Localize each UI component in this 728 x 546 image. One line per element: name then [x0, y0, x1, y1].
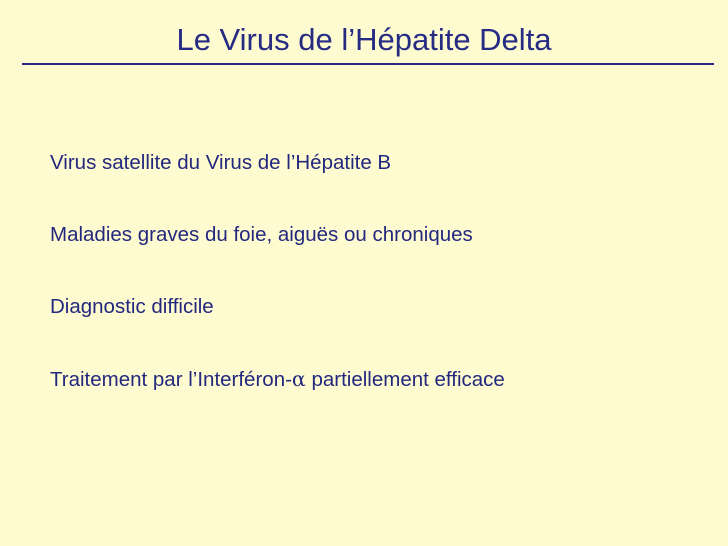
bullet-item: Virus satellite du Virus de l’Hépatite B	[50, 151, 392, 174]
slide-title: Le Virus de l’Hépatite Delta	[176, 22, 552, 57]
bullet-text-after: partiellement efficace	[305, 368, 505, 391]
title-underline	[22, 63, 714, 65]
bullet-list	[50, 148, 505, 436]
alpha-symbol: α	[291, 367, 306, 391]
bullet-item	[50, 364, 505, 436]
bullet-item: Diagnostic difficile	[50, 295, 214, 318]
bullet-item: Maladies graves du foie, aiguës ou chroniques	[50, 223, 473, 246]
bullet-text-before: Traitement par l’Interféron-	[50, 368, 292, 391]
